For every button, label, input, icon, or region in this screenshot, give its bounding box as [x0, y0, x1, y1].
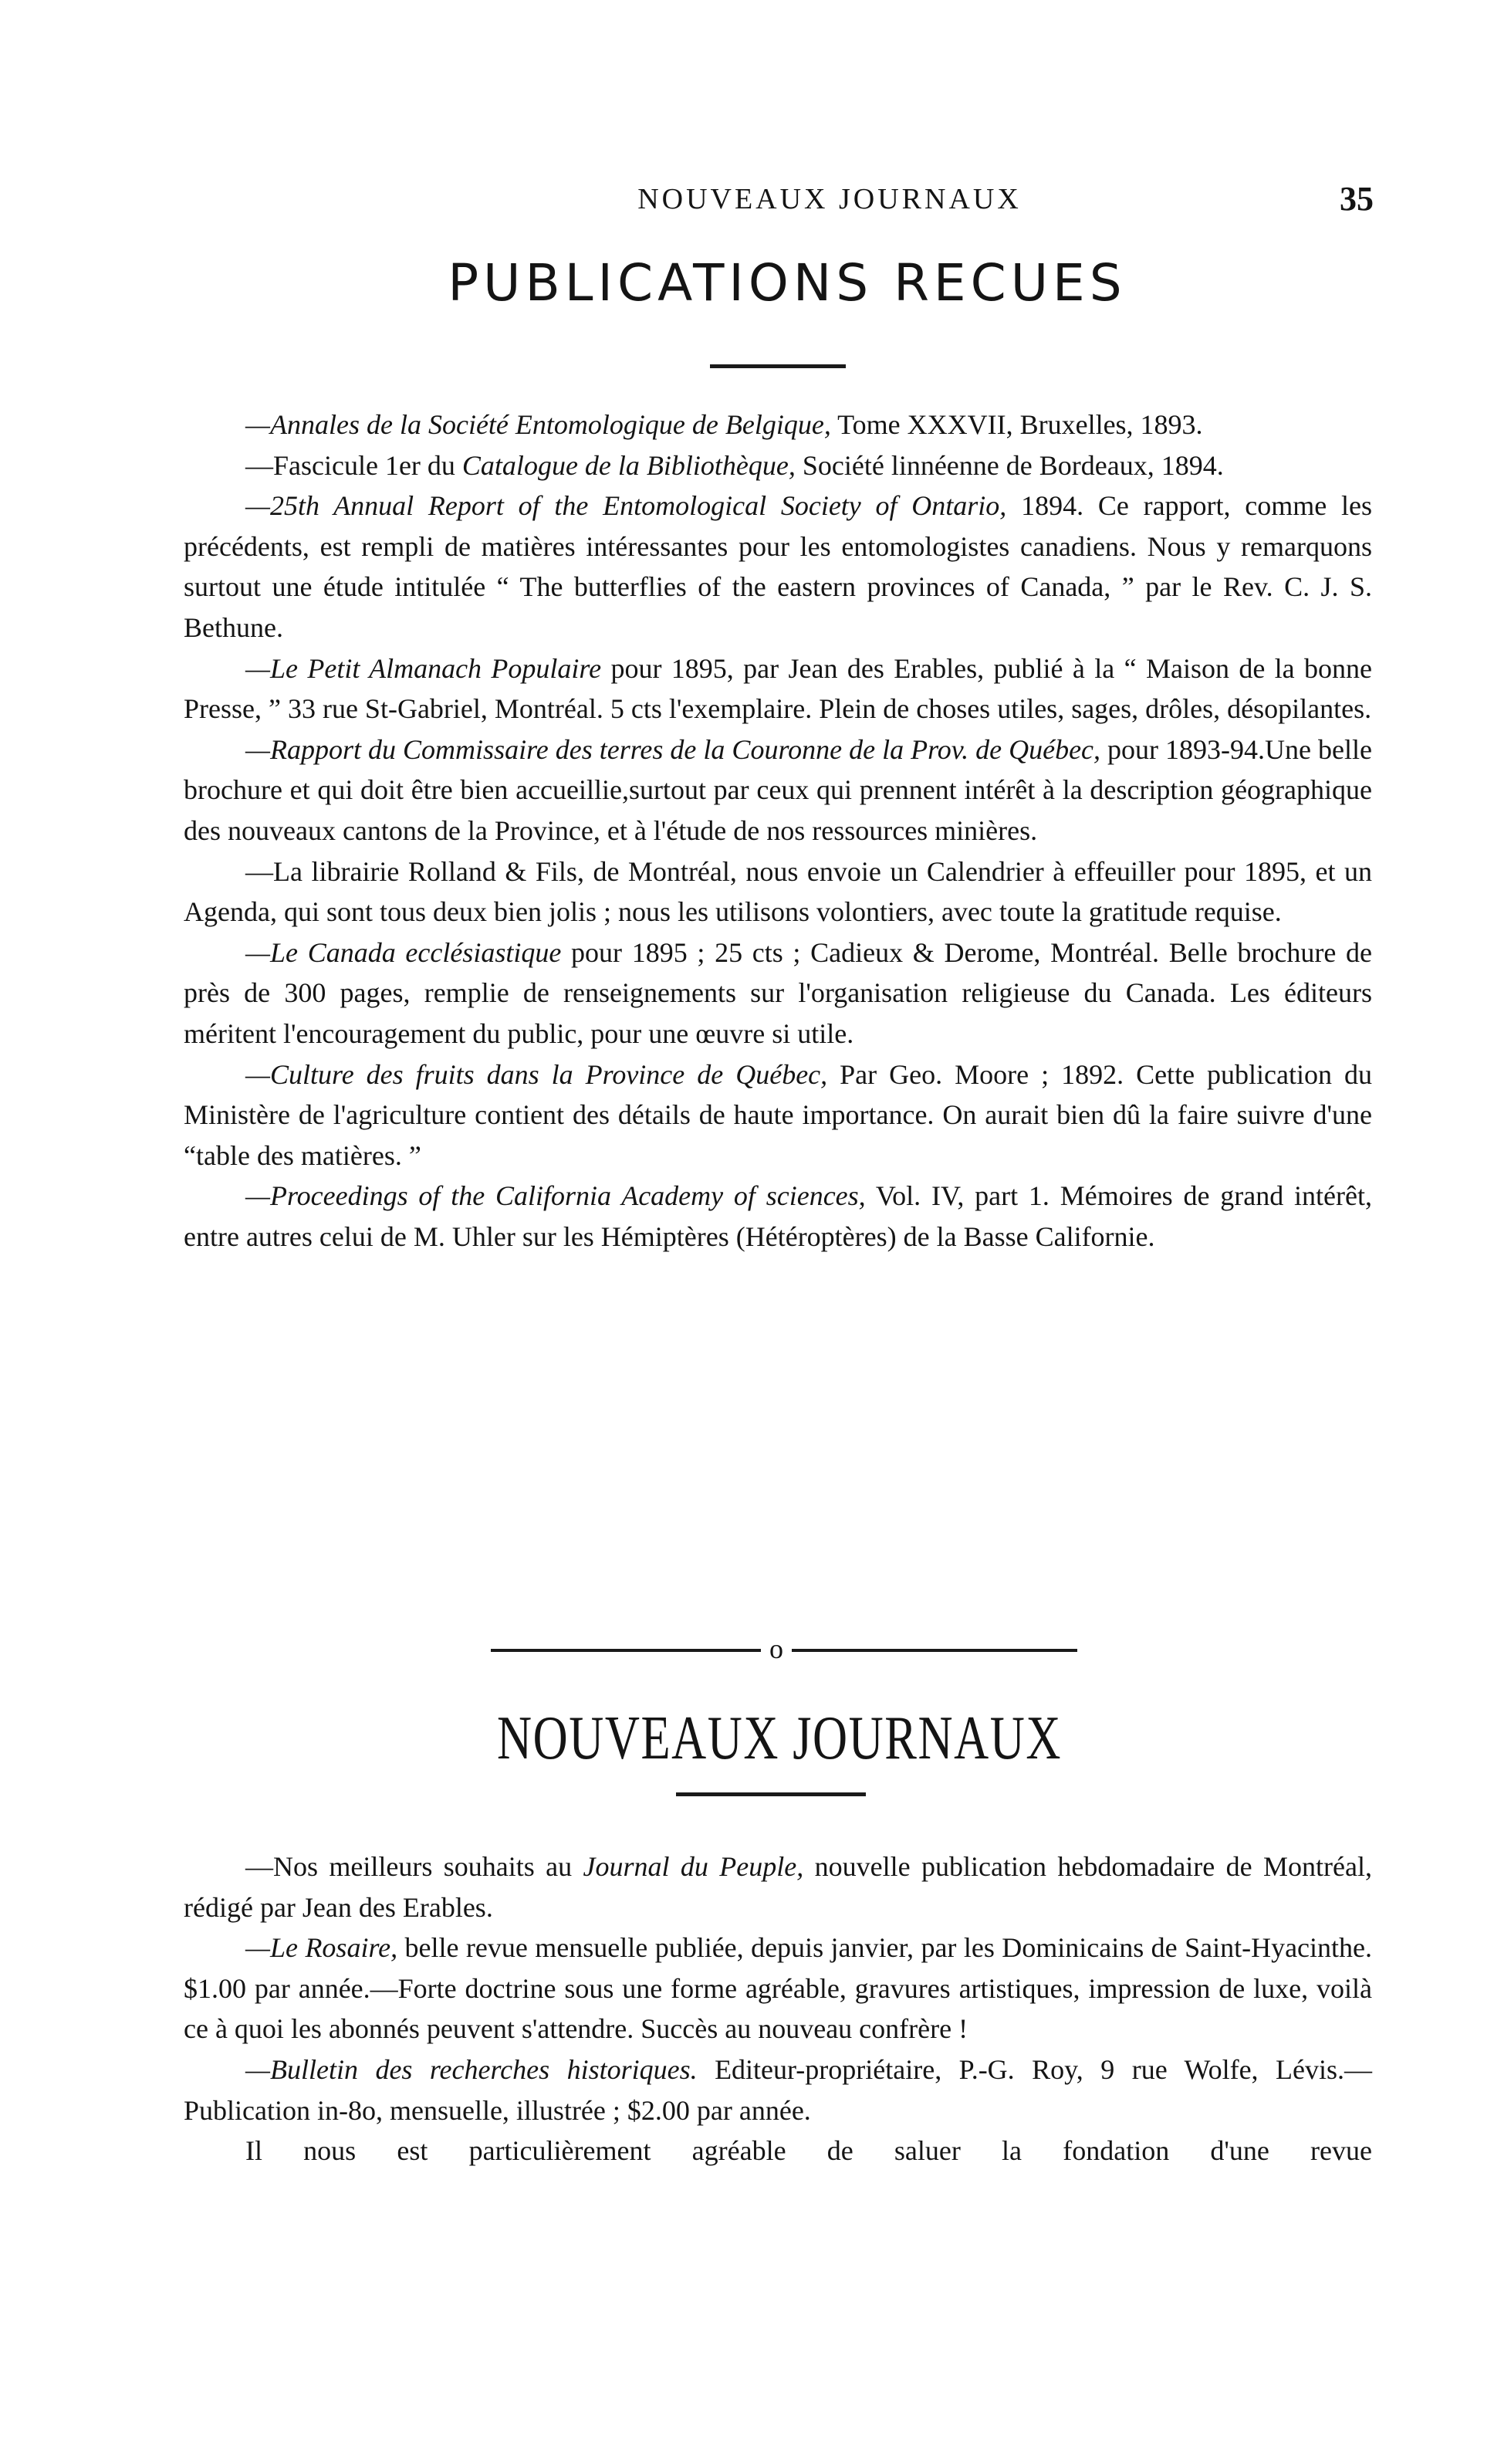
running-header: [185, 178, 1374, 221]
entry-fascicule: —Fascicule 1er du Catalogue de la Bibliothèque, Société linnéenne de Bordeaux, 1894.: [245, 449, 1224, 481]
entry-le-rosaire: —Le Rosaire, belle revue mensuelle publiée, depuis janvier, par les Dominicains de Saint-Hyacinthe. $1.00 par année.—Forte doctrine sous une forme agréable, gravures artistiques, impression de luxe, voilà ce à quoi les abonnés peuvent s'attendre. Succès au nouveau confrère !: [184, 1932, 1373, 2045]
entry-rapport: —Rapport du Commissaire des terres de la Couronne de la Prov. de Québec, pour 1893-94.Une belle brochure et qui doit être bien accueillie,surtout par ceux qui prennent intérêt à la description géographique des nouveaux cantons de la Province, et à l'étude de nos ressources minières.: [184, 733, 1372, 846]
entry-culture-fruits: —Culture des fruits dans la Province de Québec, Par Geo. Moore ; 1892. Cette publication du Ministère de l'agriculture contient des détails de haute importance. On aurait bien dû la faire suivre d'une “table des matières. ”: [184, 1058, 1372, 1171]
title-rule-2: [676, 1792, 866, 1796]
entry-annales: —Annales de la Société Entomologique de Belgique, Tome XXXVII, Bruxelles, 1893.: [245, 409, 1203, 440]
divider-line-left: [491, 1649, 761, 1652]
running-title: NOUVEAUX JOURNAUX: [637, 183, 1022, 215]
entry-proceedings: —Proceedings of the California Academy of sciences, Vol. IV, part 1. Mémoires de grand intérêt, entre autres celui de M. Uhler sur les Hémiptères (Hétéroptères) de la Basse Californie.: [184, 1180, 1372, 1252]
title-rule: [710, 364, 846, 368]
entry-bulletin: —Bulletin des recherches historiques. Editeur-propriétaire, P.-G. Roy, 9 rue Wolfe, Lévis.—Publication in-8o, mensuelle, illustrée ; $2.00 par année.: [184, 2053, 1372, 2126]
divider-line-right: [792, 1649, 1077, 1652]
section-title-publications: PUBLICATIONS RECUES: [448, 253, 1127, 313]
page-number: 35: [1340, 180, 1374, 218]
entry-fondation-revue: Il nous est particulièrement agréable de saluer la fondation d'une revue: [245, 2135, 1372, 2167]
entry-journal-du-peuple: —Nos meilleurs souhaits au Journal du Peuple, nouvelle publication hebdomadaire de Montréal, rédigé par Jean des Erables.: [184, 1851, 1372, 1923]
divider-mark: o: [769, 1633, 783, 1664]
entry-almanach: —Le Petit Almanach Populaire pour 1895, par Jean des Erables, publié à la “ Maison de la bonne Presse, ” 33 rue St-Gabriel, Montréal. 5 cts l'exemplaire. Plein de choses utiles, sages, drôles, désopilantes.: [184, 652, 1373, 725]
entry-canada-ecclesiastique: —Le Canada ecclésiastique pour 1895 ; 25 cts ; Cadieux & Derome, Montréal. Belle brochure de près de 300 pages, remplie de renseignements sur l'organisation religieuse du Canada. Les éditeurs méritent l'encouragement du public, pour une œuvre si utile.: [184, 936, 1372, 1049]
entry-librairie: —La librairie Rolland & Fils, de Montréal, nous envoie un Calendrier à effeuiller pour 1895, et un Agenda, qui sont tous deux bien jolis ; nous les utilisons volontiers, avec toute la gratitude requise.: [184, 855, 1372, 928]
section-title-journaux: NOUVEAUX JOURNAUX: [497, 1704, 1062, 1772]
publications-list: [184, 404, 1372, 1257]
journaux-list: [184, 1846, 1372, 2171]
section-divider: [491, 1632, 1077, 1666]
entry-annual-report: —25th Annual Report of the Entomological Society of Ontario, 1894. Ce rapport, comme les précédents, est rempli de matières intéressantes pour les entomologistes canadiens. Nous y remarquons surtout une étude intitulée “ The butterflies of the eastern provinces of Canada, ” par le Rev. C. J. S. Bethune.: [184, 490, 1372, 643]
